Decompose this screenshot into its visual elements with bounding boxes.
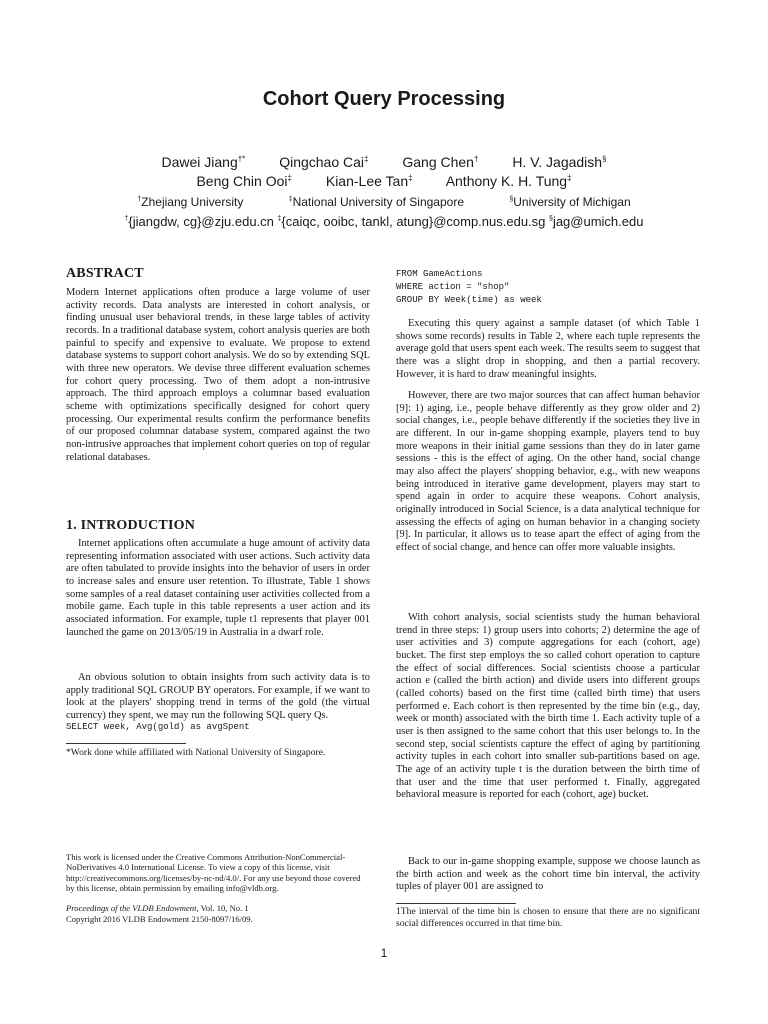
proceedings-volume: Vol. 10, No. 1 bbox=[198, 903, 249, 913]
footnote-time-bin: 1The interval of the time bin is chosen to ensure that there are no significant social differences occurred in that time bin. bbox=[396, 906, 700, 929]
email-address: {jiangdw, cg}@zju.edu.cn bbox=[128, 214, 274, 229]
affiliations-line bbox=[0, 195, 768, 209]
footnote-work-done: *Work done while affiliated with National University of Singapore. bbox=[66, 747, 326, 758]
author-name: H. V. Jagadish bbox=[512, 154, 603, 170]
author-line-1 bbox=[0, 154, 768, 170]
author-mark: † bbox=[473, 154, 479, 164]
footnote-divider bbox=[396, 903, 516, 904]
sql-code-line: WHERE action = "shop" bbox=[396, 282, 510, 292]
author-name: Kian-Lee Tan bbox=[325, 173, 409, 189]
emails-line bbox=[0, 214, 768, 229]
author-name: Beng Chin Ooi bbox=[196, 173, 288, 189]
author-mark: ‡ bbox=[567, 173, 572, 183]
introduction-heading: 1. INTRODUCTION bbox=[66, 518, 196, 533]
sql-code-line: GROUP BY Week(time) as week bbox=[396, 295, 542, 305]
email-mark: ‡ bbox=[277, 215, 282, 223]
intro-paragraph-2: An obvious solution to obtain insights from such activity data is to apply traditional SQL GROUP BY operators. For example, if we want to look at the players' shopping trend in terms of the gold (the virtual currency) they spent, we may run the following SQL query Qs. bbox=[66, 672, 370, 721]
email-mark: † bbox=[124, 215, 129, 223]
abstract-text: Modern Internet applications often produce a large volume of user activity records. Data analysts are interested in cohort analysis, or finding unusual user behavioral trends, in these large tables of activity records. In a traditional database system, cohort analysis queries are both painful to specify and expensive to evaluate. We propose to extend database systems to support cohort analysis. We do so by extending SQL with three new operators. We devise three different evaluation schemes for cohort query processing. Two of them adopt a non-intrusive approach. The third approach employs a columnar based evaluation scheme with optimizations specifically designed for cohort query processing. Our experimental results confirm the performance benefits of our proposed columnar database system, compared against the two non-intrusive approaches that implement cohort queries on top of regular relational databases. bbox=[66, 287, 370, 463]
affiliation-mark: § bbox=[509, 196, 514, 203]
right-paragraph-3: With cohort analysis, social scientists study the human behavioral trend in three steps: 1) group users into cohorts; 2) determine the age of user activities and 3) compute aggregations for each (cohort, age) bucket. The first step employs the so called cohort operation to capture the effect of social differences. Social scientists choose a particular action e (called the birth action) and divide users into different groups (called cohorts) based on the first time (called birth time) that users performed e. Each cohort is then represented by the time bin (e.g., day, week or month) associated with the birth time 1. Each activity tuple of a user is then assigned to the same cohort that this user belongs to. In the second step, social scientists capture the effect of aging by partitioning activity tuples in each cohort into smaller sub-partitions based on age. The age of an activity tuple t is the duration between the birth time of that user and the time that user performed t. Finally, aggregated behavioral measure is reported for each (cohort, age) bucket. bbox=[396, 612, 700, 801]
author-name: Gang Chen bbox=[402, 154, 474, 170]
paper-title: Cohort Query Processing bbox=[262, 88, 506, 110]
email-mark: § bbox=[549, 215, 553, 223]
affiliation-mark: † bbox=[137, 196, 142, 203]
proceedings-title: Proceedings of the VLDB Endowment, bbox=[66, 903, 199, 913]
copyright-line: Copyright 2016 VLDB Endowment 2150-8097/16/09. bbox=[66, 914, 253, 924]
affiliation-mark: ‡ bbox=[288, 196, 293, 203]
author-name: Qingchao Cai bbox=[279, 154, 365, 170]
author-mark: ‡ bbox=[364, 154, 369, 164]
affiliation-name: University of Michigan bbox=[513, 195, 631, 209]
email-address: {caiqc, ooibc, tankl, atung}@comp.nus.edu.sg bbox=[281, 214, 546, 229]
author-name: Anthony K. H. Tung bbox=[445, 173, 568, 189]
abstract-heading: ABSTRACT bbox=[66, 266, 144, 281]
footnote-divider bbox=[66, 743, 186, 744]
right-paragraph-1: Executing this query against a sample dataset (of which Table 1 shows some records) results in Table 2, where each tuple represents the average gold that users spent each week. The results seem to suggest that there was a slight drop in shopping, and then a partial recovery. However, it is hard to draw meaningful insights. bbox=[396, 318, 700, 380]
sql-code-line: FROM GameActions bbox=[396, 269, 483, 279]
proceedings-line bbox=[66, 903, 370, 913]
affiliation-name: Zhejiang University bbox=[141, 195, 244, 209]
author-line-2 bbox=[0, 173, 768, 189]
page-number: 1 bbox=[380, 946, 388, 960]
author-mark: ‡ bbox=[408, 173, 413, 183]
author-mark: ‡ bbox=[287, 173, 292, 183]
license-notice: This work is licensed under the Creative Commons Attribution-NonCommercial-NoDerivatives 4.0 International License. To view a copy of this license, visit http://creativecommons.org/licenses/by-nc-nd/4.0/. For any use beyond those covered by this license, obtain permission by emailing info@vldb.org. bbox=[66, 852, 361, 894]
affiliation-name: National University of Singapore bbox=[292, 195, 464, 209]
email-address: jag@umich.edu bbox=[552, 214, 644, 229]
author-name: Dawei Jiang bbox=[161, 154, 238, 170]
right-paragraph-4: Back to our in-game shopping example, suppose we choose launch as the birth action and week as the cohort time bin interval, the activity tuples of player 001 are assigned to bbox=[396, 856, 700, 893]
intro-paragraph-1: Internet applications often accumulate a huge amount of activity data representing information associated with user actions. Such activity data are often tabulated to provide insights into the behavior of users in order to increase sales and ensure user retention. To illustrate, Table 1 shows some samples of a real dataset containing user activities collected from a mobile game. Each tuple in this table represents a user action and its associated information. For example, tuple t1 represents that player 001 launched the game on 2013/05/19 in Australia in a dwarf role. bbox=[66, 538, 370, 638]
author-mark: § bbox=[602, 154, 607, 164]
sql-code-line: SELECT week, Avg(gold) as avgSpent bbox=[66, 722, 250, 732]
right-paragraph-2: However, there are two major sources that can affect human behavior [9]: 1) aging, i.e., people behave differently as they grow older and 2) social changes, i.e., people behave differently if the societies they live in are different. In our in-game shopping example, players tend to buy more weapons in their initial game sessions than they do in later game sessions - this is the effect of aging. On the other hand, social change may also affect the players' shopping behavior, e.g., with new weapons being introduced in iterative game development, players may start to spend again in order to acquire these weapons. Cohort analysis, originally introduced in Social Science, is a data analytical technique for assessing the effects of aging on human behavior in a changing society [9]. In particular, it allows us to tease apart the effect of aging from the effect of social change, and hence can offer more valuable insights. bbox=[396, 390, 700, 553]
author-mark: †* bbox=[237, 154, 246, 164]
